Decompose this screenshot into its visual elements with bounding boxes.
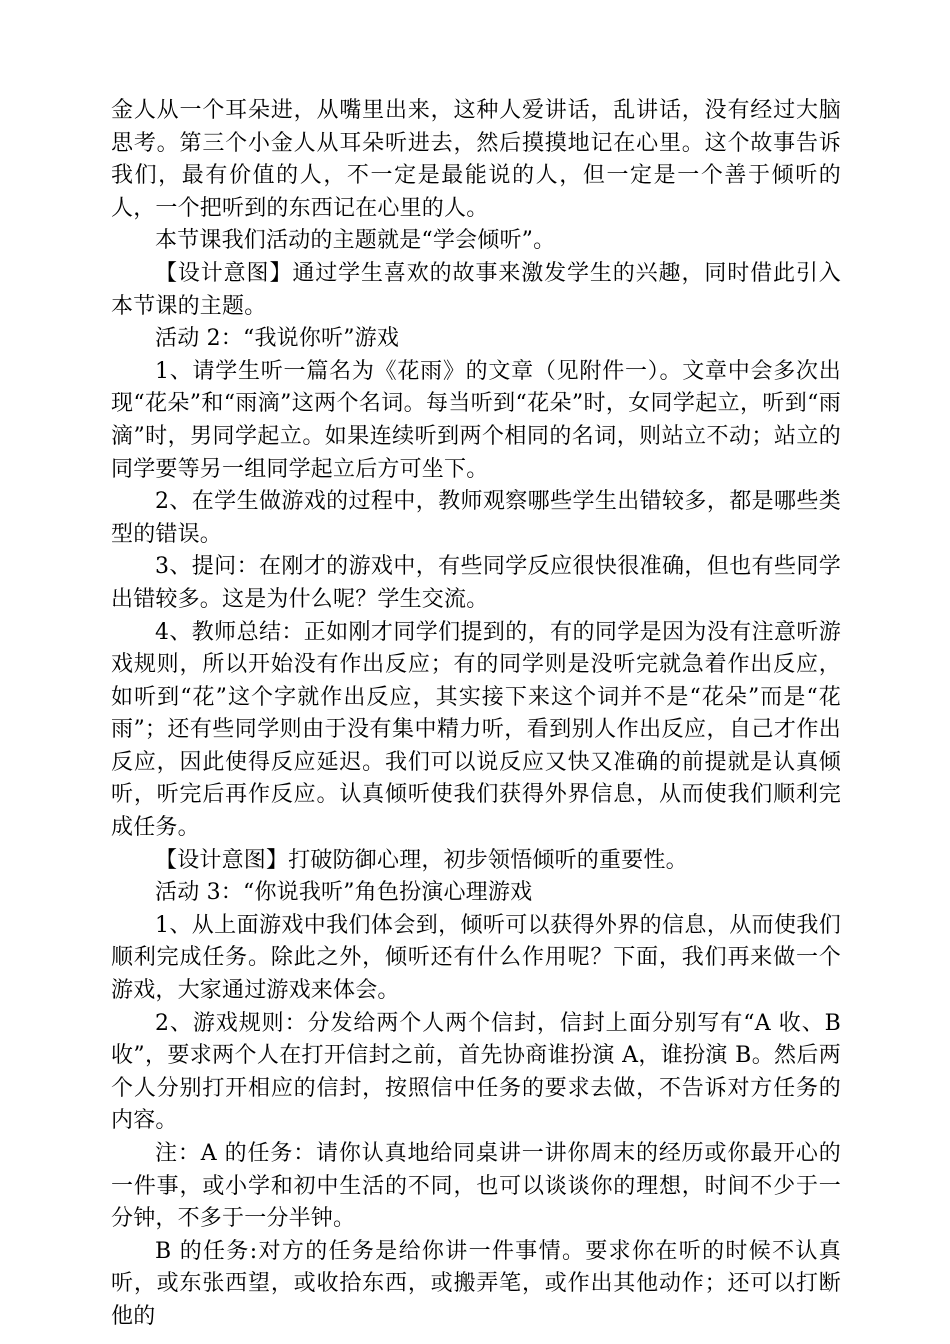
heading-activity-2: 活动 2：“我说你听”游戏 (155, 326, 400, 352)
paragraph-story-conclusion: 金人从一个耳朵进，从嘴里出来，这种人爱讲话，乱讲话，没有经过大脑思考。第三个小金人从耳朵听进去，然后摸摸地记在心里。这个故事告诉我们，最有价值的人，不一定是最能说的人，但一定是一个善于倾听的人，一个把听到的东西记在心里的人。 (111, 98, 841, 221)
paragraph-activity-2-step-3: 3、提问：在刚才的游戏中，有些同学反应很快很准确，但也有些同学出错较多。这是为什么呢？学生交流。 (111, 554, 841, 612)
paragraph-activity-3-step-2: 2、游戏规则：分发给两个人两个信封，信封上面分别写有“A 收、B 收”，要求两个人在打开信封之前，首先协商谁扮演 A，谁扮演 B。然后两个人分别打开相应的信封，按照信中任务的要求去做，不告诉对方任务的内容。 (111, 1010, 841, 1134)
paragraph-design-intent-1: 【设计意图】通过学生喜欢的故事来激发学生的兴趣，同时借此引入本节课的主题。 (111, 260, 841, 319)
paragraph-activity-2-step-1: 1、请学生听一篇名为《花雨》的文章（见附件一）。文章中会多次出现“花朵”和“雨滴”这两个名词。每当听到“花朵”时，女同学起立，听到“雨滴”时，男同学起立。如果连续听到两个相同的名词，则站立不动；站立的同学要等另一组同学起立后方可坐下。 (111, 358, 841, 482)
paragraph-task-a-note: 注：A 的任务：请你认真地给同桌讲一讲你周末的经历或你最开心的一件事，或小学和初中生活的不同，也可以谈谈你的理想，时间不少于一分钟，不多于一分半钟。 (111, 1141, 841, 1232)
paragraph-activity-3-step-1: 1、从上面游戏中我们体会到，倾听可以获得外界的信息，从而使我们顺利完成任务。除此之外，倾听还有什么作用呢？下面，我们再来做一个游戏，大家通过游戏来体会。 (111, 912, 841, 1004)
paragraph-design-intent-2: 【设计意图】打破防御心理，初步领悟倾听的重要性。 (155, 847, 688, 873)
paragraph-activity-2-step-2: 2、在学生做游戏的过程中，教师观察哪些学生出错较多，都是哪些类型的错误。 (111, 489, 841, 547)
paragraph-task-b: B 的任务:对方的任务是给你讲一件事情。要求你在听的时候不认真听，或东张西望，或收拾东西，或搬弄笔，或作出其他动作；还可以打断他的 (111, 1238, 841, 1329)
heading-activity-3: 活动 3：“你说我听”角色扮演心理游戏 (155, 880, 533, 906)
document-body (111, 95, 841, 1334)
paragraph-activity-2-step-4: 4、教师总结：正如刚才同学们提到的，有的同学是因为没有注意听游戏规则，所以开始没有作出反应；有的同学则是没听完就急着作出反应，如听到“花”这个字就作出反应，其实接下来这个词并不是“花朵”而是“花雨”；还有些同学则由于没有集中精力听，看到别人作出反应，自己才作出反应，因此使得反应延迟。我们可以说反应又快又准确的前提就是认真倾听，听完后再作反应。认真倾听使我们获得外界信息，从而使我们顺利完成任务。 (111, 619, 841, 841)
paragraph-lesson-theme: 本节课我们活动的主题就是“学会倾听”。 (155, 228, 556, 254)
